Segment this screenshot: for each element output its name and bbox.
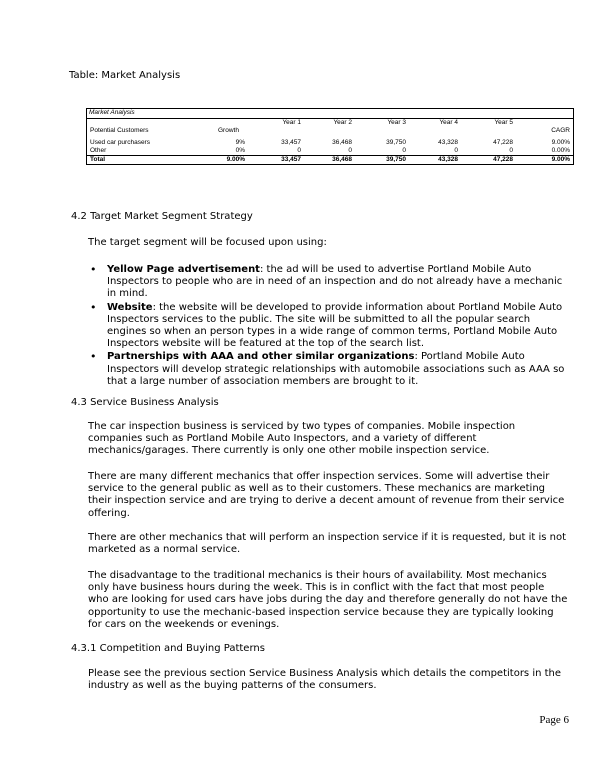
strategy-bullet-list (88, 264, 568, 389)
table-total-row (87, 155, 573, 164)
row-year-4: 43,328 (438, 139, 458, 146)
row-label: Other (90, 147, 107, 154)
section-heading-4-3: 4.3 Service Business Analysis (71, 397, 219, 408)
row-cagr: 9.00% (551, 139, 570, 146)
table-year-header-row (87, 119, 573, 127)
total-label: Total (90, 156, 106, 163)
potential-customers-header: Potential Customers (90, 127, 149, 134)
list-item (88, 351, 568, 388)
row-cagr: 0.00% (551, 147, 570, 154)
row-year-2: 36,468 (332, 139, 352, 146)
section-heading-4-2: 4.2 Target Market Segment Strategy (71, 211, 253, 222)
year-1-header: Year 1 (282, 119, 301, 126)
total-year-2: 36,468 (332, 156, 352, 163)
row-growth: 0% (235, 147, 245, 154)
row-growth: 9% (235, 139, 245, 146)
row-year-1: 33,457 (281, 139, 301, 146)
total-growth: 9.00% (226, 156, 245, 163)
total-year-5: 47,228 (493, 156, 513, 163)
paragraph: There are other mechanics that will perform an inspection service if it is requested, but it is not marketed as a normal service. (88, 532, 567, 556)
bullet-bold-term: Partnerships with AAA and other similar organizations (107, 351, 415, 363)
year-2-header: Year 2 (333, 119, 352, 126)
cagr-header: CAGR (551, 127, 570, 134)
total-cagr: 9.00% (551, 156, 570, 163)
section-4-2-intro: The target segment will be focused upon using: (88, 237, 327, 248)
row-year-4: 0 (454, 147, 458, 154)
total-year-4: 43,328 (438, 156, 458, 163)
bullet-bold-term: Website (107, 301, 153, 313)
year-4-header: Year 4 (439, 119, 458, 126)
row-year-1: 0 (297, 147, 301, 154)
list-item (88, 302, 568, 351)
row-year-3: 39,750 (386, 139, 406, 146)
page-number: Page 6 (539, 714, 569, 726)
bullet-text: : the website will be developed to provide information about Portland Mobile Auto Inspectors services to the public. The site will be submitted to all the popular search engines so when an person types in a wide range of common terms, Portland Mobile Auto Inspectors website will be featured at the top of the search list. (107, 301, 563, 350)
table-column-header-row (87, 127, 573, 135)
row-year-2: 0 (348, 147, 352, 154)
row-year-3: 0 (402, 147, 406, 154)
bullet-text: : Portland Mobile Auto Inspectors will develop strategic relationships with automobile associations such as AAA so that a large number of association members are brought to it. (107, 351, 565, 387)
paragraph: There are many different mechanics that offer inspection services. Some will advertise their service to the general public as well as to their customers. These mechanics are marketing their inspection service and are trying to derive a decent amount of revenue from their service offering. (88, 471, 565, 519)
growth-header: Growth (218, 127, 239, 134)
table-row (87, 147, 573, 155)
paragraph: Please see the previous section Service Business Analysis which details the competitors in the industry as well as the buying patterns of the consumers. (88, 668, 562, 692)
table-title: Market Analysis (87, 109, 573, 119)
paragraph: The disadvantage to the traditional mechanics is their hours of availability. Most mechanics only have business hours during the week. This is in conflict with the fact that most people who are looking for used cars have jobs during the day and therefore generally do not have the opportunity to use the mechanic-based inspection service because they are typically looking for cars on the weekends or evenings. (88, 570, 568, 630)
section-heading-4-3-1: 4.3.1 Competition and Buying Patterns (71, 643, 265, 654)
row-year-5: 47,228 (493, 139, 513, 146)
row-year-5: 0 (509, 147, 513, 154)
list-item (88, 264, 568, 301)
bullet-bold-term: Yellow Page advertisement (107, 264, 260, 275)
year-5-header: Year 5 (494, 119, 513, 126)
bullet-text: : the ad will be used to advertise Portland Mobile Auto Inspectors to people who are in need of an inspection and do not already have a mechanic in mind. (107, 264, 563, 300)
paragraph: The car inspection business is serviced by two types of companies. Mobile inspection companies such as Portland Mobile Auto Inspectors, and a variety of different mechanics/garages. There currently is only one other mobile inspection service. (88, 421, 516, 457)
total-year-3: 39,750 (386, 156, 406, 163)
table-row (87, 139, 573, 147)
row-label: Used car purchasers (90, 139, 150, 146)
table-caption: Table: Market Analysis (69, 70, 181, 81)
year-3-header: Year 3 (387, 119, 406, 126)
market-analysis-table (86, 108, 574, 165)
total-year-1: 33,457 (281, 156, 301, 163)
